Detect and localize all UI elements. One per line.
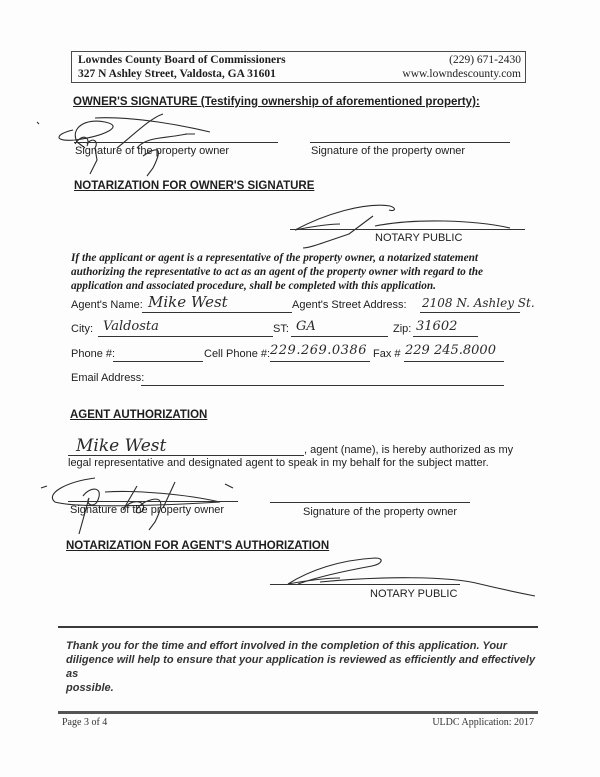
thank-you-note bbox=[66, 639, 536, 695]
owner-signature-line-2[interactable] bbox=[310, 142, 510, 143]
owner-signature-scribble bbox=[35, 108, 235, 178]
agent-authorization-text-2: legal representative and designated agent to speak in my behalf for the subject matter. bbox=[68, 457, 489, 469]
fax-label: Fax # bbox=[373, 348, 401, 360]
agent-name-field[interactable]: Mike West bbox=[148, 293, 228, 311]
agent-owner-signature-label-1: Signature of the property owner bbox=[70, 504, 225, 516]
letterhead bbox=[71, 51, 526, 83]
form-id: ULDC Application: 2017 bbox=[432, 717, 534, 728]
agent-street-line bbox=[420, 312, 520, 313]
thanks-line-3: possible. bbox=[66, 682, 114, 694]
city-field[interactable]: Valdosta bbox=[103, 319, 159, 334]
owner-signature-line-1[interactable] bbox=[74, 142, 278, 143]
notice-line-1: If the applicant or agent is a representative of the property owner, a notarized statement bbox=[71, 252, 479, 264]
city-label: City: bbox=[71, 323, 93, 335]
city-line bbox=[98, 336, 273, 337]
owner-notary-line[interactable] bbox=[290, 229, 525, 230]
state-label: ST: bbox=[273, 323, 289, 335]
state-line bbox=[291, 336, 388, 337]
zip-line bbox=[413, 336, 478, 337]
agent-owner-signature-label-2: Signature of the property owner bbox=[303, 506, 458, 518]
cell-phone-line bbox=[270, 361, 370, 362]
agent-notarization-heading: NOTARIZATION FOR AGENT'S AUTHORIZATION bbox=[66, 540, 330, 552]
agent-owner-signature-line-1[interactable] bbox=[68, 501, 238, 502]
phone-label: Phone #: bbox=[71, 348, 116, 360]
owner-notary-label: NOTARY PUBLIC bbox=[375, 232, 463, 244]
email-line bbox=[141, 385, 504, 386]
notice-line-2: authorizing the representative to act as an agent of the property owner with regard to the bbox=[71, 266, 484, 278]
email-label: Email Address: bbox=[71, 372, 145, 384]
agent-street-field[interactable]: 2108 N. Ashley St. bbox=[422, 296, 535, 310]
agent-street-label: Agent's Street Address: bbox=[292, 299, 407, 311]
owner-signature-label-1: Signature of the property owner bbox=[75, 145, 230, 157]
notice-line-3: application and associated procedure, shall be completed with this application. bbox=[71, 280, 436, 292]
fax-field[interactable]: 229 245.8000 bbox=[405, 343, 496, 358]
agent-authorization-text-1: , agent (name), is hereby authorized as my bbox=[304, 444, 514, 456]
agent-authorization-heading: AGENT AUTHORIZATION bbox=[70, 409, 208, 421]
cell-phone-field[interactable]: 229.269.0386 bbox=[270, 343, 367, 358]
phone-line bbox=[113, 361, 203, 362]
org-name: Lowndes County Board of Commissioners bbox=[78, 54, 286, 66]
page-number: Page 3 of 4 bbox=[62, 717, 108, 728]
owner-signature-label-2: Signature of the property owner bbox=[311, 145, 466, 157]
org-website: www.lowndescounty.com bbox=[402, 68, 521, 80]
owner-notarization-heading: NOTARIZATION FOR OWNER'S SIGNATURE bbox=[74, 180, 315, 192]
zip-label: Zip: bbox=[393, 323, 412, 335]
representative-notice bbox=[71, 251, 541, 293]
fax-line bbox=[404, 361, 504, 362]
agent-notary-label: NOTARY PUBLIC bbox=[370, 588, 458, 600]
agent-owner-signature-line-2[interactable] bbox=[270, 502, 470, 503]
thanks-line-2: diligence will help to ensure that your application is reviewed as efficiently and effectively as bbox=[66, 654, 536, 680]
agent-authorization-name-field[interactable]: Mike West bbox=[76, 436, 167, 456]
state-field[interactable]: GA bbox=[296, 319, 316, 334]
owner-signature-heading: OWNER'S SIGNATURE (Testifying ownership of aforementioned property): bbox=[73, 96, 480, 108]
section-divider bbox=[58, 626, 538, 628]
footer-rule bbox=[58, 711, 538, 714]
org-address: 327 N Ashley Street, Valdosta, GA 31601 bbox=[78, 68, 276, 80]
thanks-line-1: Thank you for the time and effort involved in the completion of this application. Your bbox=[66, 640, 508, 652]
cell-phone-label: Cell Phone #: bbox=[204, 348, 271, 360]
zip-field[interactable]: 31602 bbox=[416, 319, 458, 334]
agent-name-label: Agent's Name: bbox=[71, 299, 143, 311]
agent-notary-line[interactable] bbox=[270, 584, 460, 585]
org-phone: (229) 671-2430 bbox=[449, 54, 521, 66]
agent-name-line bbox=[142, 312, 292, 313]
